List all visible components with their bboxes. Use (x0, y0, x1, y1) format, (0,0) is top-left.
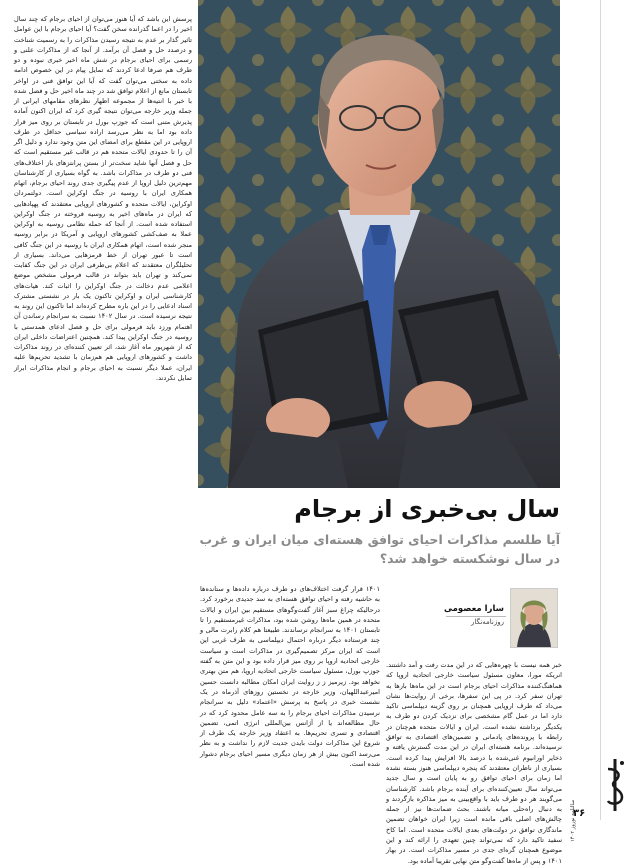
article-paragraph: پرسش این باشد که آیا هنوز می‌توان از احیای برجام که چند سال اخیر را در اعما گذرانده سخن گفت؟ آیا احیای برجام با این عوامل تاثیر گذار بر عدم به نتیجه رسیدن مذاکرات را به رسمیت شناخت و درصدد حل و فصل آن برآمد. از آنجا که از مذاکرات علنی و رسمی برای احیای برجام در شش ماه اخیر خبری نبوده و دو طرف هم صرفا ادعا کردند که تمایل پیام در این خصوص ادامه داده به سختی می‌توان گفت که آیا این توافق فنی در اواخر تابستان مانع از اعلام توافق شد در چند ماه اخیر حل و فصل شده با خبر با انتیه‌ها از مجموعه اظهار نظرهای مقامهای ایرانی از جمله وزیر خارجه می‌توان نتیجه گیری کرد که ایران اکنون آماده پذیرش متنی است که جوزپ بورل در تابستان بر روی میز قرار داده بود اما به نظر می‌رسد اراده سیاسی حداقل در طرف اروپایی در این مقطع برای امضای این متن وجود ندارد و دلیل اگر آن را تا حدودی ایالات متحده هم در قالب غیر مستقیم است که حل و فصل آنها شاید سخت‌تر از بستن پرانتزهای باز اختلاف‌های فنی دو طرف در مذاکرات باشد. به گواه بسیاری از کارشناسان مهم‌ترین دلیل اروپا از عدم پیگیری جدی روند احیای برجام، اتهام همکاری ایران با روسیه در جنگ اوکراین است. دولتمردان اوکراین، ایالات متحده و کشورهای اروپایی معتقدند که پهپادهایی که ایران در ماه‌های اخیر به روسیه فروخته در جنگ اوکراین استفاده شده است. از آنجا که حمله نظامی روسیه به اوکراین عملا به صف‌کشی کشورهای اروپایی و آمریکا در برابر روسیه منجر شده است، اتهام همکاری ایران با روسیه در این جنگ کافی است تا عبور تهران از خط قرمزهایی می‌داند. بسیاری از تحلیلگران معتقدند که اعلام بی‌طرفی ایران در این جنگ کفایت نمی‌کند و تهران باید بتواند در قالب فرمولی مشخص موضع اعلامی عدم دخالت در جنگ اوکراین را اثبات کند. هیات‌های کارشناسی ایران و اوکراین تاکنون یک بار در نشستی مشترک اسناد ادعایی را در این باره مطرح کرده‌اند اما تاکنون این روند به نتیجه نرسیده است. در سال ۱۴۰۲ نسبت به سرانجام رساندن آن اهتمام ورزد باید فرمولی برای حل و فصل ادعای همدستی با روسیه در جنگ اوکراین پیدا کند. همچنین اعتراضات داخلی ایران که از شهریور ماه آغاز شد، اثر تعیین کننده‌ای در روند مذاکرات داشت و کشورهای اروپایی هم هم‌زمان با تشدید تحریم‌ها علیه ایران، عملا دیگر نسبت به احیای برجام و انجام مذاکرات ابراز تمایل نکردند. (14, 15, 192, 382)
author-divider (446, 616, 506, 617)
article-photo (198, 0, 560, 488)
article-body-left-column (14, 14, 192, 804)
author-box (386, 588, 562, 654)
author-avatar (510, 588, 558, 648)
article-body-middle-column (200, 584, 380, 814)
author-name: سارا معصومی (444, 604, 504, 614)
article-subheadline: آیا طلسم مذاکرات احیای توافق هسته‌ای میان ایران و غرب در سال نوشکسته خواهد شد؟ (199, 532, 560, 566)
author-portrait (511, 589, 557, 647)
photo-illustration (198, 0, 560, 488)
article-headline: سال بی‌خبری از برجام (294, 495, 560, 523)
magazine-logo (602, 755, 628, 815)
issue-line: سالنامه نوروز ۱۴۰۲ (570, 799, 576, 842)
margin-divider (600, 0, 601, 820)
author-role: روزنامه‌نگار (470, 618, 504, 626)
article-paragraph: ۱۴۰۱ قرار گرفت اختلاف‌های دو طرف درباره داده‌ها و ستانده‌ها به حاشیه رفته و احیای توافق هسته‌ای به سد جدیدی برخورد کرد. درحالیکه چراغ سبز آغاز گفت‌وگوهای مستقیم بین ایران و ایالات متحده در همین ماه‌ها روشن شده بود، مذاکرات غیرمستقیم را تا تابستان ۱۴۰۱ به سرانجام نرساندند. طبیعتا هم کلام رابرت مالی و چند فرستاده دیگر درباره احتمال دیپلماسی به طرف غربی این است که ایران مرکز تصمیم‌گیری در مذاکرات است و سیاست خارجی اتحادیه اروپا بر روی میز قرار داده بود و این متن به گفته جوزپ بورل، مسئول سیاست خارجی اتحادیه اروپا، هم متن بهتری نخواهد بود. زیرمیز ز ز روایت ایران امکان مطالبه دانست حسین امیرعبداللهیان، وزیر خارجه در نخستین روزهای آذرماه در یک نشست خبری در پاسخ به پرسش «اعتماد» دلیل به سرانجام نرسیدن مذاکرات احیای برجام را به سه عامل محدود کرد که در حال مطالعه‌اند یا از آژانس بین‌المللی انرژی اتمی، تضمین اقتصادی و تسری تحریم‌ها. به اعتقاد وزیر خارجه یک طرف از شروع این مذاکرات دولت بایدن جدیت لازم را نداشت و به نظر می‌رسد اکنون بیش از هر زمان دیگری مسیر احیای برجام دشوار شده است. (200, 585, 380, 769)
article-paragraph: خبر همه نیست با چهره‌هایی که در این مدت رفت و آمد داشتند. انریکه مورا، معاون مسئول سیاست خارجی اتحادیه اروپا که هماهنگ‌کننده مذاکرات احیای برجام است در این ماه‌ها بارها به تهران سفر کرد. در پی این سفرها، برخی از روایت‌ها نشان می‌داد که طرف اروپایی همچنان بر روی گزینه دیپلماسی تاکید دارد اما در عمل گام مشخصی برای نزدیک کردن دو طرف به یکدیگر برداشته نشده است. ایران و ایالات متحده هم‌چنان در رابطه با پرونده‌های پادمانی و تضمین‌های اقتصادی به توافق نرسیده‌اند. برنامه هسته‌ای ایران در این مدت گسترش یافته و ذخایر اورانیوم غنی‌شده با درصد بالا افزایش پیدا کرده است. بسیاری از ناظران معتقدند که پنجره دیپلماسی هنوز بسته نشده اما زمان برای احیای توافق رو به پایان است و سال جدید می‌تواند سال تعیین‌کننده‌ای برای آینده برجام باشد. کارشناسان می‌گویند هر دو طرف باید با واقع‌بینی به میز مذاکره بازگردند و به دنبال راه‌حلی میانه باشند. بحث ضمانت‌ها نیز از جمله چالش‌های اصلی باقی مانده است زیرا ایران خواهان تضمین ماندگاری توافق در دولت‌های بعدی ایالات متحده است. اما کاخ سفید تاکید دارد که نمی‌تواند چنین تعهدی را ارائه کند و این موضوع همچنان گره‌ای جدی در مسیر مذاکرات است. در بهار ۱۴۰۱ و پس از ماه‌ها گفت‌وگو متن نهایی تقریبا آماده بود. (386, 661, 562, 865)
article-body-right-column (386, 660, 562, 865)
logo-icon (602, 755, 628, 815)
page-number: ۳۶ (573, 808, 586, 819)
page-margin-strip (566, 0, 630, 820)
